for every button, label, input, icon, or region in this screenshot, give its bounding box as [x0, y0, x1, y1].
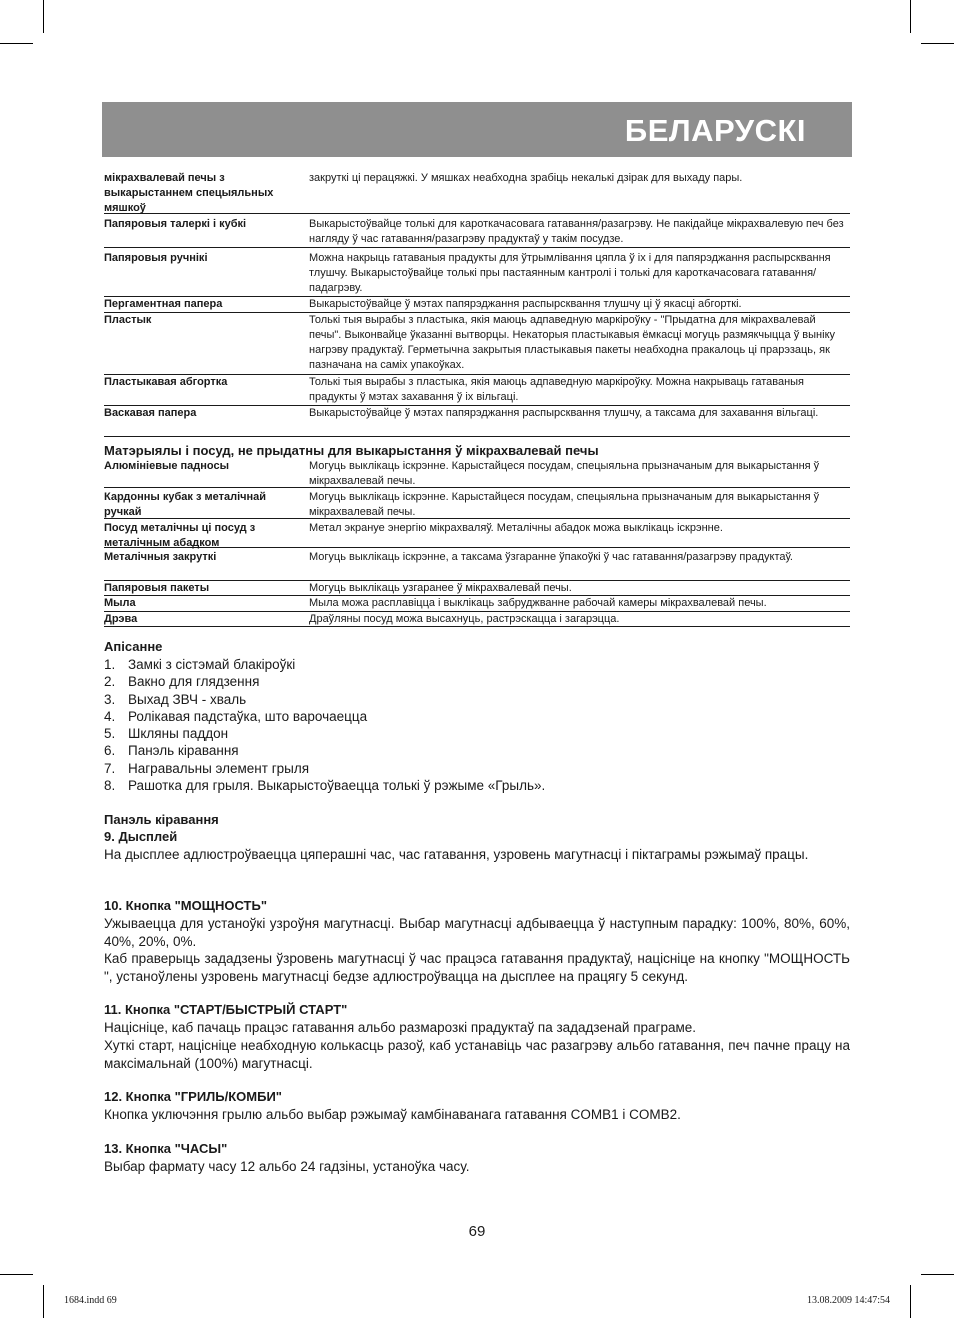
row-key: Пластыкавая абгортка [104, 376, 228, 388]
table-row [104, 519, 850, 548]
start-button-text: Хуткі старт, націсніце неабходную колькасць разоў, каб устанавіць час разагрэву альбо гатавання, печ пачне працу на максімальнай (100%) магутнасці. [104, 1038, 850, 1071]
crop-mark [910, 0, 911, 33]
row-key: Папяровыя ручнікі [104, 252, 208, 264]
row-key: мікрахвалевай печы з выкарыстаннем спецыяльных мяшкоў [104, 172, 274, 214]
table-row [104, 406, 850, 437]
row-value: Могуць выклікаць іскрэнне. Карыстайцеся посудам, спецыяльна прызначаным для выкарыстання ў мікрахвалевай печы. [309, 491, 820, 518]
list-item: 7. Награвальны элемент грыля [104, 760, 310, 776]
row-key: Папяровыя пакеты [104, 582, 210, 594]
row-key: Дрэва [104, 613, 138, 625]
crop-mark [43, 1285, 44, 1318]
row-value: Могуць выклікаць узгаранее ў мікрахвалевай печы. [309, 582, 572, 594]
list-item: 3. Выхад ЗВЧ - хваль [104, 691, 247, 707]
power-button-text: Ужываецца для устаноўкі узроўня магутнасці. Выбар магутнасці адбываецца ў наступным парадку: 100%, 80%, 60%, 40%, 20%, 0%. [104, 916, 850, 949]
table-row [104, 581, 850, 596]
display-text: На дысплее адлюстроўваецца цяперашні час, час гатавання, узровень магутнасці і піктаграмы рэжымаў працы. [104, 847, 809, 862]
table-row [104, 214, 850, 248]
list-item: 2. Вакно для глядзення [104, 674, 260, 690]
control-panel-heading: Панэль кіравання [104, 812, 219, 827]
language-title: БЕЛАРУСКІ [624, 113, 806, 148]
power-button-heading: 10. Кнопка "МОЩНОСТЬ" [104, 898, 267, 913]
row-value: Мыла можа расплавіцца і выклікаць забруджванне рабочай камеры мікрахвалевай печы. [309, 597, 767, 609]
table-row [104, 375, 850, 406]
clock-button-text: Выбар фармату часу 12 альбо 24 гадзіны, устаноўка часу. [104, 1159, 470, 1174]
table-row [104, 596, 850, 612]
row-value: Могуць выклікаць іскрэнне, а таксама ўзгаранне ўпакоўкі ў час гатавання/разагрэву прадуктаў. [309, 551, 793, 563]
page-number: 69 [468, 1223, 486, 1240]
crop-mark [910, 1285, 911, 1318]
start-button-heading: 11. Кнопка "СТАРТ/БЫСТРЫЙ СТАРТ" [104, 1002, 348, 1017]
clock-button-heading: 13. Кнопка "ЧАСЫ" [104, 1141, 228, 1156]
footer-filename: 1684.indd 69 [64, 1295, 117, 1306]
row-key: Васкавая папера [104, 407, 197, 419]
grill-button-heading: 12. Кнопка "ГРИЛЬ/КОМБИ" [104, 1089, 282, 1104]
row-key: Металічныя закруткі [104, 551, 217, 563]
table-row [104, 297, 850, 313]
crop-mark [921, 43, 954, 44]
table-row [104, 248, 850, 297]
start-button-text: Націсніце, каб пачаць працэс гатавання альбо размарозкі прадуктаў па зададзенай праграме. [104, 1020, 697, 1035]
footer-timestamp: 13.08.2009 14:47:54 [806, 1295, 890, 1306]
table-row [104, 612, 850, 627]
power-button-text: Каб праверыць зададзены ўзровень магутнасці ў час працэса гатавання прадуктаў, націсніце на кнопку "МОЩНОСТЬ ", устаноўлены узровень магутнасці бедзе адлюстроўвацца на дысплее на працягу 5 секунд. [104, 951, 850, 984]
parts-list [104, 656, 545, 794]
row-key: Кардонны кубак з металічнай ручкай [104, 491, 267, 518]
unsuitable-materials-heading: Матэрыялы і посуд, не прыдатны для выкарыстання ў мікрахвалевай печы [104, 443, 599, 458]
language-header-bar [102, 102, 852, 157]
row-key: Пластык [104, 314, 152, 326]
row-value: Выкарыстоўвайце толькі для кароткачасовага гатавання/разагрэву. Не пакідайце мікрахвалевую печ без нагляду ў час гатавання/разагрэву прадуктаў у такім посудзе. [309, 218, 844, 245]
list-item: 1. Замкі з сістэмай блакіроўкі [104, 657, 296, 672]
row-value: Метал экрануе энергію мікрахваляў. Металічны абадок можа выклікаць іскрэнне. [309, 522, 723, 534]
crop-mark [43, 0, 44, 33]
row-value: Драўляны посуд можа высахнуць, растрэскацца і загарэцца. [309, 613, 620, 625]
row-value: Толькі тыя вырабы з пластыка, якія маюць адпаведную маркіроўку. Можна накрываць гатаваныя прадукты ў мэтах захавання ў іх вільгаці. [309, 376, 805, 403]
list-item: 6. Панэль кіравання [104, 743, 239, 759]
row-value: Толькі тыя вырабы з пластыка, якія маюць адпаведную маркіроўку - "Прыдатна для мікрахвалевай печы". Выконвайце ўказанні вытворцы. Некаторыя пластыкавыя ёмкасці могуць размякчыцца ў выніку нагрэву прадуктаў. Герметычна закрытыя пластыкавыя пакеты неабходна пракалоць ці прарэзаць, як пазначана на саміх упакоўках. [309, 314, 836, 371]
row-key: Посуд металічны ці посуд з металічным абадком [104, 522, 256, 549]
grill-button-text: Кнопка уключэння грылю альбо выбар рэжымаў камбінаванага гатавання COMB1 і COMB2. [104, 1107, 681, 1122]
description-heading: Апісанне [104, 639, 163, 654]
suitable-materials-table [104, 171, 850, 437]
list-item: 4. Ролікавая падстаўка, што варочаецца [104, 708, 368, 724]
row-value: закруткі ці перацяжкі. У мяшках неабходна зрабіць некалькі дзірак для выхаду пары. [309, 172, 743, 184]
row-value: Выкарыстоўвайце ў мэтах папярэджання распырсквання тлушчу ці ў якасці абгорткі. [309, 298, 742, 310]
crop-mark [0, 1274, 33, 1275]
table-row [104, 171, 850, 214]
list-item: 5. Шкляны паддон [104, 726, 229, 742]
display-heading: 9. Дысплей [104, 829, 178, 844]
table-row [104, 548, 850, 581]
table-row [104, 313, 850, 375]
crop-mark [0, 43, 33, 44]
row-key: Алюмініевые падносы [104, 460, 229, 472]
row-key: Мыла [104, 597, 136, 609]
row-value: Можна накрыць гатаваныя прадукты для ўтрымлівання цяпла ў іх і для папярэджання распырсквання тлушчу. Выкарыстоўвайце толькі пры пастаянным кантролі і толькі для кароткачасовага гатавання/падагрэву. [309, 252, 831, 294]
unsuitable-materials-table [104, 459, 850, 627]
list-item: 8. Рашотка для грыля. Выкарыстоўваецца толькі ў рэжыме «Грыль». [104, 778, 546, 794]
row-key: Папяровыя талеркі і кубкі [104, 218, 247, 230]
row-value: Выкарыстоўвайце ў мэтах папярэджання распырсквання тлушчу, а таксама для захавання вільгаці. [309, 407, 819, 419]
table-row [104, 459, 850, 488]
table-row [104, 488, 850, 519]
row-key: Пергаментная папера [104, 298, 223, 310]
row-value: Могуць выклікаць іскрэнне. Карыстайцеся посудам, спецыяльна прызначаным для выкарыстання ў мікрахвалевай печы. [309, 460, 820, 487]
crop-mark [921, 1274, 954, 1275]
